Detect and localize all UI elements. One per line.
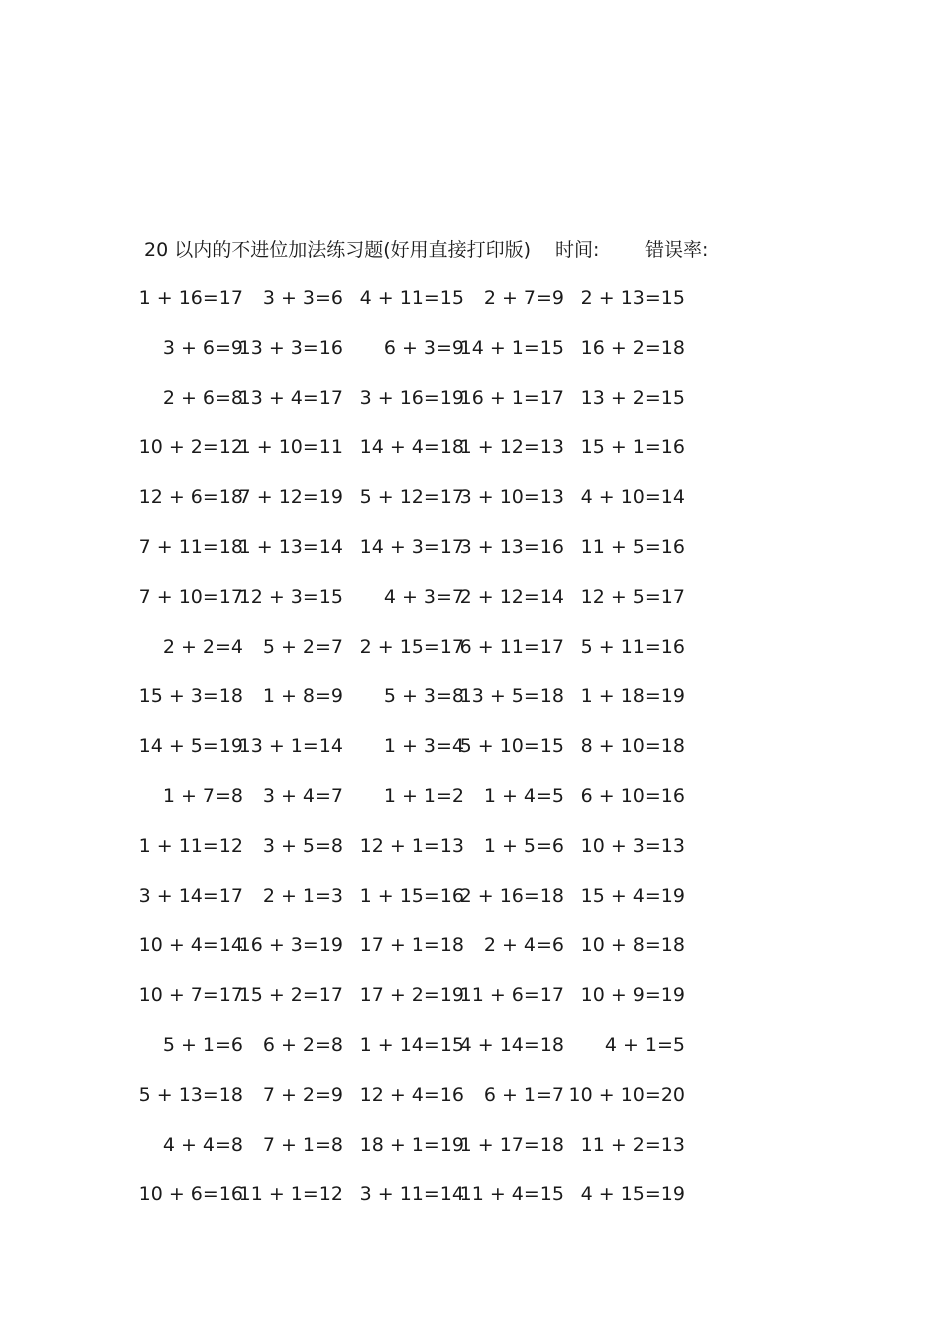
equation: 10 + 9=19 — [580, 984, 685, 1006]
equation: 14 + 5=19 — [138, 735, 243, 757]
equation: 7 + 1=8 — [262, 1134, 343, 1156]
equation: 2 + 12=14 — [459, 586, 564, 608]
worksheet-header — [144, 236, 844, 264]
equation: 10 + 3=13 — [580, 835, 685, 857]
equation: 1 + 1=2 — [383, 785, 464, 807]
equation: 7 + 11=18 — [138, 536, 243, 558]
equation: 5 + 1=6 — [162, 1034, 243, 1056]
equation: 1 + 3=4 — [383, 735, 464, 757]
error-rate-label: 错误率: — [645, 239, 709, 261]
equation: 15 + 4=19 — [580, 885, 685, 907]
equation: 10 + 8=18 — [580, 934, 685, 956]
equation: 6 + 10=16 — [580, 785, 685, 807]
equation: 13 + 1=14 — [238, 735, 343, 757]
equation: 13 + 2=15 — [580, 387, 685, 409]
equation: 1 + 11=12 — [138, 835, 243, 857]
equation: 11 + 6=17 — [459, 984, 564, 1006]
equation: 5 + 11=16 — [580, 636, 685, 658]
equation: 5 + 12=17 — [359, 486, 464, 508]
equation: 12 + 5=17 — [580, 586, 685, 608]
equation: 1 + 13=14 — [238, 536, 343, 558]
equation: 11 + 2=13 — [580, 1134, 685, 1156]
equation: 7 + 10=17 — [138, 586, 243, 608]
equation: 1 + 10=11 — [238, 436, 343, 458]
equation: 5 + 3=8 — [383, 685, 464, 707]
equation: 11 + 4=15 — [459, 1183, 564, 1205]
equation: 4 + 11=15 — [359, 287, 464, 309]
worksheet-title: 20 以内的不进位加法练习题(好用直接打印版) — [144, 239, 532, 261]
equation: 2 + 4=6 — [483, 934, 564, 956]
equation: 6 + 11=17 — [459, 636, 564, 658]
equation: 12 + 4=16 — [359, 1084, 464, 1106]
equation: 13 + 5=18 — [459, 685, 564, 707]
equation: 15 + 3=18 — [138, 685, 243, 707]
equation: 14 + 4=18 — [359, 436, 464, 458]
equation: 3 + 11=14 — [359, 1183, 464, 1205]
equation: 11 + 1=12 — [238, 1183, 343, 1205]
equation: 10 + 2=12 — [138, 436, 243, 458]
equation: 1 + 8=9 — [262, 685, 343, 707]
equation: 2 + 7=9 — [483, 287, 564, 309]
equation: 5 + 13=18 — [138, 1084, 243, 1106]
equation: 3 + 5=8 — [262, 835, 343, 857]
equation: 4 + 10=14 — [580, 486, 685, 508]
equation: 17 + 2=19 — [359, 984, 464, 1006]
equation: 16 + 3=19 — [238, 934, 343, 956]
equation: 1 + 16=17 — [138, 287, 243, 309]
equation: 1 + 18=19 — [580, 685, 685, 707]
equation: 12 + 6=18 — [138, 486, 243, 508]
equation: 3 + 13=16 — [459, 536, 564, 558]
equation: 1 + 12=13 — [459, 436, 564, 458]
equation: 1 + 14=15 — [359, 1034, 464, 1056]
equation: 1 + 15=16 — [359, 885, 464, 907]
equation: 7 + 2=9 — [262, 1084, 343, 1106]
equation: 10 + 10=20 — [568, 1084, 685, 1106]
equation: 15 + 1=16 — [580, 436, 685, 458]
equation: 6 + 3=9 — [383, 337, 464, 359]
equation: 1 + 5=6 — [483, 835, 564, 857]
equation: 3 + 16=19 — [359, 387, 464, 409]
equation: 4 + 1=5 — [604, 1034, 685, 1056]
equation: 18 + 1=19 — [359, 1134, 464, 1156]
equation: 14 + 3=17 — [359, 536, 464, 558]
equation: 1 + 7=8 — [162, 785, 243, 807]
equation: 4 + 15=19 — [580, 1183, 685, 1205]
equation: 2 + 16=18 — [459, 885, 564, 907]
equation: 15 + 2=17 — [238, 984, 343, 1006]
equation: 2 + 6=8 — [162, 387, 243, 409]
equation: 6 + 1=7 — [483, 1084, 564, 1106]
equation: 10 + 7=17 — [138, 984, 243, 1006]
equation: 17 + 1=18 — [359, 934, 464, 956]
equation: 16 + 2=18 — [580, 337, 685, 359]
equation: 16 + 1=17 — [459, 387, 564, 409]
equation: 4 + 14=18 — [459, 1034, 564, 1056]
equation: 10 + 6=16 — [138, 1183, 243, 1205]
equation: 3 + 10=13 — [459, 486, 564, 508]
equation: 3 + 6=9 — [162, 337, 243, 359]
equation: 11 + 5=16 — [580, 536, 685, 558]
equation: 1 + 17=18 — [459, 1134, 564, 1156]
equation: 6 + 2=8 — [262, 1034, 343, 1056]
equation: 5 + 2=7 — [262, 636, 343, 658]
equation: 2 + 2=4 — [162, 636, 243, 658]
equation: 5 + 10=15 — [459, 735, 564, 757]
equation: 10 + 4=14 — [138, 934, 243, 956]
equation: 2 + 13=15 — [580, 287, 685, 309]
equation: 2 + 15=17 — [359, 636, 464, 658]
equation: 2 + 1=3 — [262, 885, 343, 907]
equation: 4 + 3=7 — [383, 586, 464, 608]
equation: 14 + 1=15 — [459, 337, 564, 359]
equation: 12 + 3=15 — [238, 586, 343, 608]
equation: 1 + 4=5 — [483, 785, 564, 807]
equation: 3 + 14=17 — [138, 885, 243, 907]
equation: 7 + 12=19 — [238, 486, 343, 508]
equation: 3 + 4=7 — [262, 785, 343, 807]
equation: 3 + 3=6 — [262, 287, 343, 309]
equation: 13 + 3=16 — [238, 337, 343, 359]
equation: 13 + 4=17 — [238, 387, 343, 409]
equation: 12 + 1=13 — [359, 835, 464, 857]
equation: 8 + 10=18 — [580, 735, 685, 757]
equation: 4 + 4=8 — [162, 1134, 243, 1156]
time-label: 时间: — [555, 239, 600, 261]
